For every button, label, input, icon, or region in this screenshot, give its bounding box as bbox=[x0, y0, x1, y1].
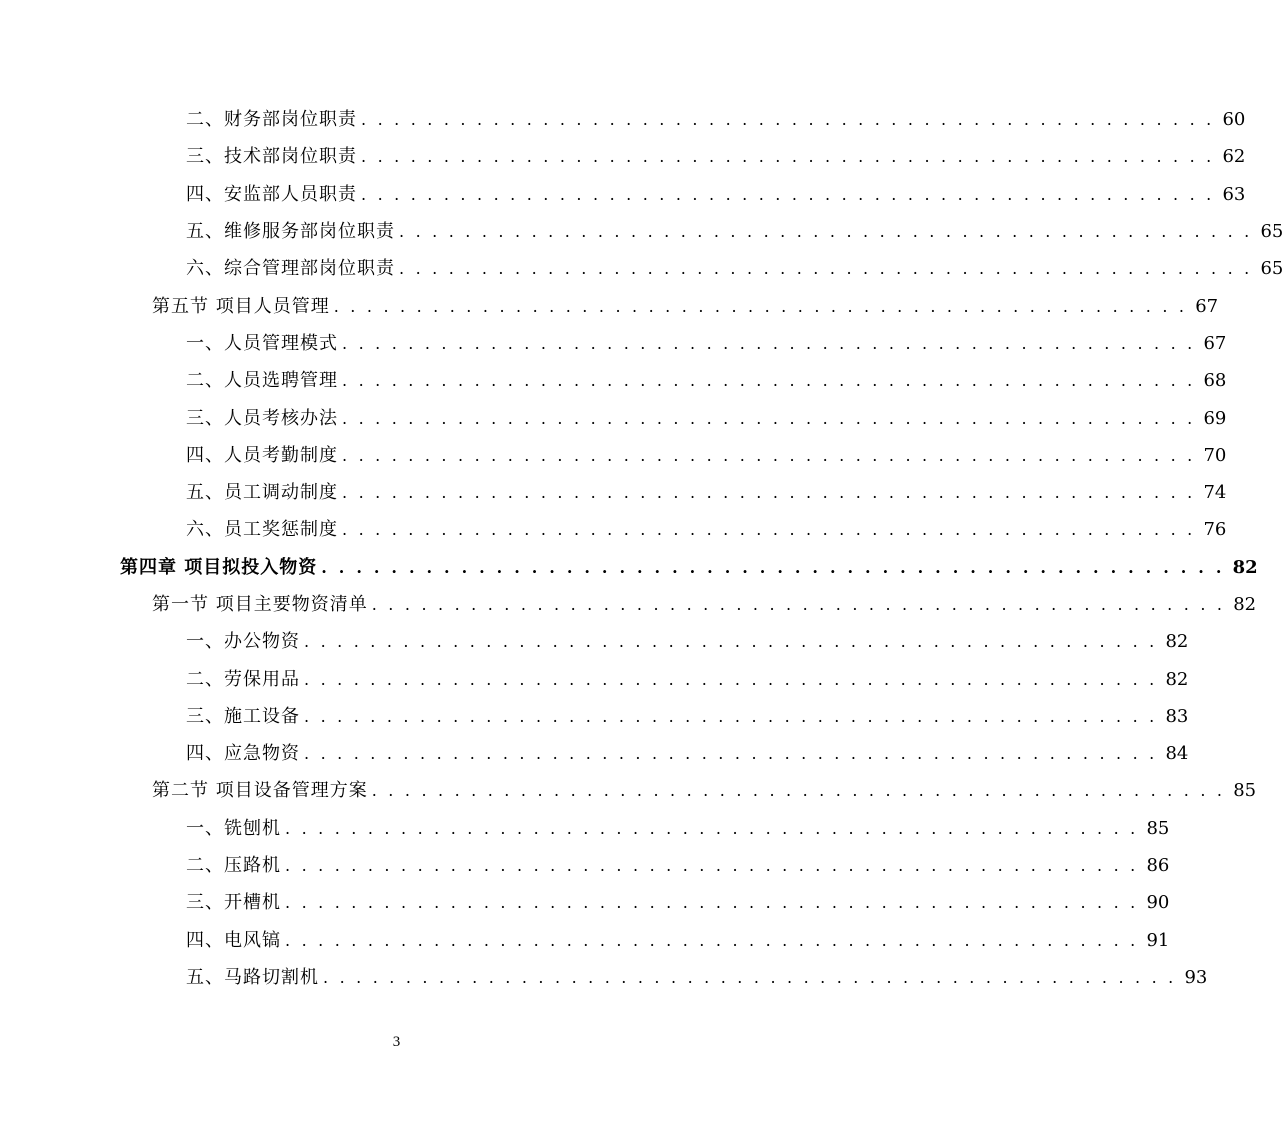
toc-dot-leader: . . . . . . . . . . . . . . . . . . . . . . . . . . . . . . . . . . . . . . . . . . . . . . . . . . . . bbox=[361, 110, 1215, 130]
toc-item-entry[interactable] bbox=[0, 325, 1227, 362]
toc-entry-page: 82 bbox=[1165, 631, 1189, 653]
toc-entry-title: 四、电风镐 bbox=[186, 929, 281, 951]
toc-dot-leader: . . . . . . . . . . . . . . . . . . . . . . . . . . . . . . . . . . . . . . . . . . . . . . . . . . . . bbox=[361, 184, 1215, 204]
toc-entry-page: 86 bbox=[1146, 855, 1170, 877]
toc-item-entry[interactable] bbox=[0, 660, 1189, 697]
toc-entry-title: 六、员工奖惩制度 bbox=[186, 519, 338, 541]
toc-entry-title: 五、马路切割机 bbox=[186, 966, 319, 988]
toc-entry-page: 82 bbox=[1233, 594, 1257, 615]
toc-entry-title: 三、施工设备 bbox=[186, 705, 300, 727]
toc-dot-leader: . . . . . . . . . . . . . . . . . . . . . . . . . . . . . . . . . . . . . . . . . . . . . . . . . . . . bbox=[342, 445, 1196, 465]
toc-entry-page: 82 bbox=[1165, 668, 1189, 690]
toc-section-entry[interactable] bbox=[0, 586, 1257, 623]
toc-item-entry[interactable] bbox=[0, 884, 1170, 921]
toc-item-entry[interactable] bbox=[0, 399, 1227, 436]
toc-dot-leader: . . . . . . . . . . . . . . . . . . . . . . . . . . . . . . . . . . . . . . . . . . . . . . . . . . . . bbox=[304, 744, 1158, 764]
toc-entry-page: 74 bbox=[1203, 482, 1227, 504]
toc-entry-page: 65 bbox=[1260, 221, 1283, 243]
toc-item-entry[interactable] bbox=[0, 623, 1189, 660]
toc-entry-page: 84 bbox=[1165, 743, 1189, 765]
toc-entry-title: 五、维修服务部岗位职责 bbox=[186, 221, 395, 243]
toc-dot-leader: . . . . . . . . . . . . . . . . . . . . . . . . . . . . . . . . . . . . . . . . . . . . . . . . . . . . bbox=[342, 371, 1196, 391]
toc-dot-leader: . . . . . . . . . . . . . . . . . . . . . . . . . . . . . . . . . . . . . . . . . . . . . . . . . . . . bbox=[399, 222, 1253, 242]
toc-entry-title: 第四章 项目拟投入物资 bbox=[120, 556, 318, 578]
toc-item-entry[interactable] bbox=[0, 735, 1189, 772]
toc-entry-page: 68 bbox=[1203, 370, 1227, 392]
toc-dot-leader: . . . . . . . . . . . . . . . . . . . . . . . . . . . . . . . . . . . . . . . . . . . . . . . . . . . . bbox=[342, 333, 1196, 353]
toc-entry-title: 二、财务部岗位职责 bbox=[186, 109, 357, 131]
toc-entry-page: 76 bbox=[1203, 519, 1227, 541]
toc-dot-leader: . . . . . . . . . . . . . . . . . . . . . . . . . . . . . . . . . . . . . . . . . . . . . . . . . . . . bbox=[371, 781, 1226, 801]
toc-dot-leader: . . . . . . . . . . . . . . . . . . . . . . . . . . . . . . . . . . . . . . . . . . . . . . . . . . . . bbox=[304, 706, 1158, 726]
toc-item-entry[interactable] bbox=[0, 250, 1283, 287]
toc-entry-title: 二、劳保用品 bbox=[186, 668, 300, 690]
toc-item-entry[interactable] bbox=[0, 959, 1208, 996]
toc-entry-title: 六、综合管理部岗位职责 bbox=[186, 258, 395, 280]
toc-section-entry[interactable] bbox=[0, 772, 1257, 809]
page-number: 3 bbox=[392, 1034, 401, 1050]
toc-item-entry[interactable] bbox=[0, 511, 1227, 548]
toc-entry-page: 83 bbox=[1165, 705, 1189, 727]
toc-chapter-entry[interactable] bbox=[0, 549, 1258, 586]
toc-entry-page: 65 bbox=[1260, 258, 1283, 280]
toc-entry-page: 82 bbox=[1232, 556, 1258, 578]
toc-entry-title: 四、应急物资 bbox=[186, 743, 300, 765]
toc-section-entry[interactable] bbox=[0, 287, 1219, 324]
toc-item-entry[interactable] bbox=[0, 474, 1227, 511]
toc-dot-leader: . . . . . . . . . . . . . . . . . . . . . . . . . . . . . . . . . . . . . . . . . . . . . . . . . . . . bbox=[285, 818, 1139, 838]
toc-entry-title: 一、铣刨机 bbox=[186, 817, 281, 839]
toc-dot-leader: . . . . . . . . . . . . . . . . . . . . . . . . . . . . . . . . . . . . . . . . . . . . . . . . . . . . bbox=[304, 669, 1158, 689]
toc-entry-page: 70 bbox=[1203, 444, 1227, 466]
toc-entry-title: 第二节 项目设备管理方案 bbox=[152, 780, 368, 802]
toc-entry-title: 三、人员考核办法 bbox=[186, 407, 338, 429]
toc-item-entry[interactable] bbox=[0, 362, 1227, 399]
toc-entry-title: 一、办公物资 bbox=[186, 631, 300, 653]
toc-entry-title: 二、人员选聘管理 bbox=[186, 370, 338, 392]
toc-dot-leader: . . . . . . . . . . . . . . . . . . . . . . . . . . . . . . . . . . . . . . . . . . . . . . . . . . . . bbox=[323, 967, 1177, 987]
toc-item-entry[interactable] bbox=[0, 138, 1246, 175]
toc-dot-leader: . . . . . . . . . . . . . . . . . . . . . . . . . . . . . . . . . . . . . . . . . . . . . . . . . . . . bbox=[399, 259, 1253, 279]
toc-item-entry[interactable] bbox=[0, 213, 1283, 250]
toc-entry-title: 第一节 项目主要物资清单 bbox=[152, 594, 368, 615]
toc-dot-leader: . . . . . . . . . . . . . . . . . . . . . . . . . . . . . . . . . . . . . . . . . . . . . . . . . . . . bbox=[333, 296, 1188, 316]
toc-entry-title: 四、安监部人员职责 bbox=[186, 183, 357, 205]
toc-item-entry[interactable] bbox=[0, 810, 1170, 847]
toc-entry-page: 69 bbox=[1203, 407, 1227, 429]
toc-dot-leader: . . . . . . . . . . . . . . . . . . . . . . . . . . . . . . . . . . . . . . . . . . . . . . . . . . . . bbox=[371, 595, 1226, 614]
toc-dot-leader: . . . . . . . . . . . . . . . . . . . . . . . . . . . . . . . . . . . . . . . . . . . . . . . . . . . . bbox=[285, 856, 1139, 876]
toc-item-entry[interactable] bbox=[0, 698, 1189, 735]
toc-item-entry[interactable] bbox=[0, 437, 1227, 474]
toc-dot-leader: . . . . . . . . . . . . . . . . . . . . . . . . . . . . . . . . . . . . . . . . . . . . . . . . . . . . bbox=[285, 893, 1139, 913]
toc-dot-leader: . . . . . . . . . . . . . . . . . . . . . . . . . . . . . . . . . . . . . . . . . . . . . . . . . . . . bbox=[304, 632, 1158, 652]
toc-entry-title: 三、技术部岗位职责 bbox=[186, 146, 357, 168]
toc-entry-title: 五、员工调动制度 bbox=[186, 482, 338, 504]
toc-entry-title: 四、人员考勤制度 bbox=[186, 444, 338, 466]
toc-entry-page: 67 bbox=[1195, 295, 1219, 317]
toc-item-entry[interactable] bbox=[0, 176, 1246, 213]
toc-entry-page: 85 bbox=[1233, 780, 1257, 802]
toc-entry-page: 90 bbox=[1146, 892, 1170, 914]
toc-entry-title: 一、人员管理模式 bbox=[186, 332, 338, 354]
toc-dot-leader: . . . . . . . . . . . . . . . . . . . . . . . . . . . . . . . . . . . . . . . . . . . . . . . . . . . . bbox=[342, 408, 1196, 428]
toc-item-entry[interactable] bbox=[0, 922, 1170, 959]
toc-entry-title: 第五节 项目人员管理 bbox=[152, 295, 330, 317]
toc-item-entry[interactable] bbox=[0, 101, 1246, 138]
toc-item-entry[interactable] bbox=[0, 847, 1170, 884]
toc-entry-page: 63 bbox=[1222, 183, 1246, 205]
table-of-contents bbox=[0, 101, 1283, 996]
toc-entry-page: 67 bbox=[1203, 332, 1227, 354]
toc-dot-leader: . . . . . . . . . . . . . . . . . . . . . . . . . . . . . . . . . . . . . . . . . . . . . . . . . . . . bbox=[285, 930, 1139, 950]
toc-entry-page: 91 bbox=[1146, 929, 1170, 951]
toc-entry-page: 60 bbox=[1222, 109, 1246, 131]
toc-entry-page: 85 bbox=[1146, 817, 1170, 839]
toc-dot-leader: . . . . . . . . . . . . . . . . . . . . . . . . . . . . . . . . . . . . . . . . . . . . . . . . . . . . bbox=[361, 147, 1215, 167]
toc-entry-title: 三、开槽机 bbox=[186, 892, 281, 914]
toc-dot-leader: . . . . . . . . . . . . . . . . . . . . . . . . . . . . . . . . . . . . . . . . . . . . . . . . . . . . bbox=[342, 483, 1196, 503]
toc-entry-title: 二、压路机 bbox=[186, 855, 281, 877]
toc-entry-page: 93 bbox=[1184, 966, 1208, 988]
toc-entry-page: 62 bbox=[1222, 146, 1246, 168]
toc-dot-leader: . . . . . . . . . . . . . . . . . . . . . . . . . . . . . . . . . . . . . . . . . . . . . . . . . . . . bbox=[321, 557, 1225, 577]
toc-dot-leader: . . . . . . . . . . . . . . . . . . . . . . . . . . . . . . . . . . . . . . . . . . . . . . . . . . . . bbox=[342, 520, 1196, 540]
